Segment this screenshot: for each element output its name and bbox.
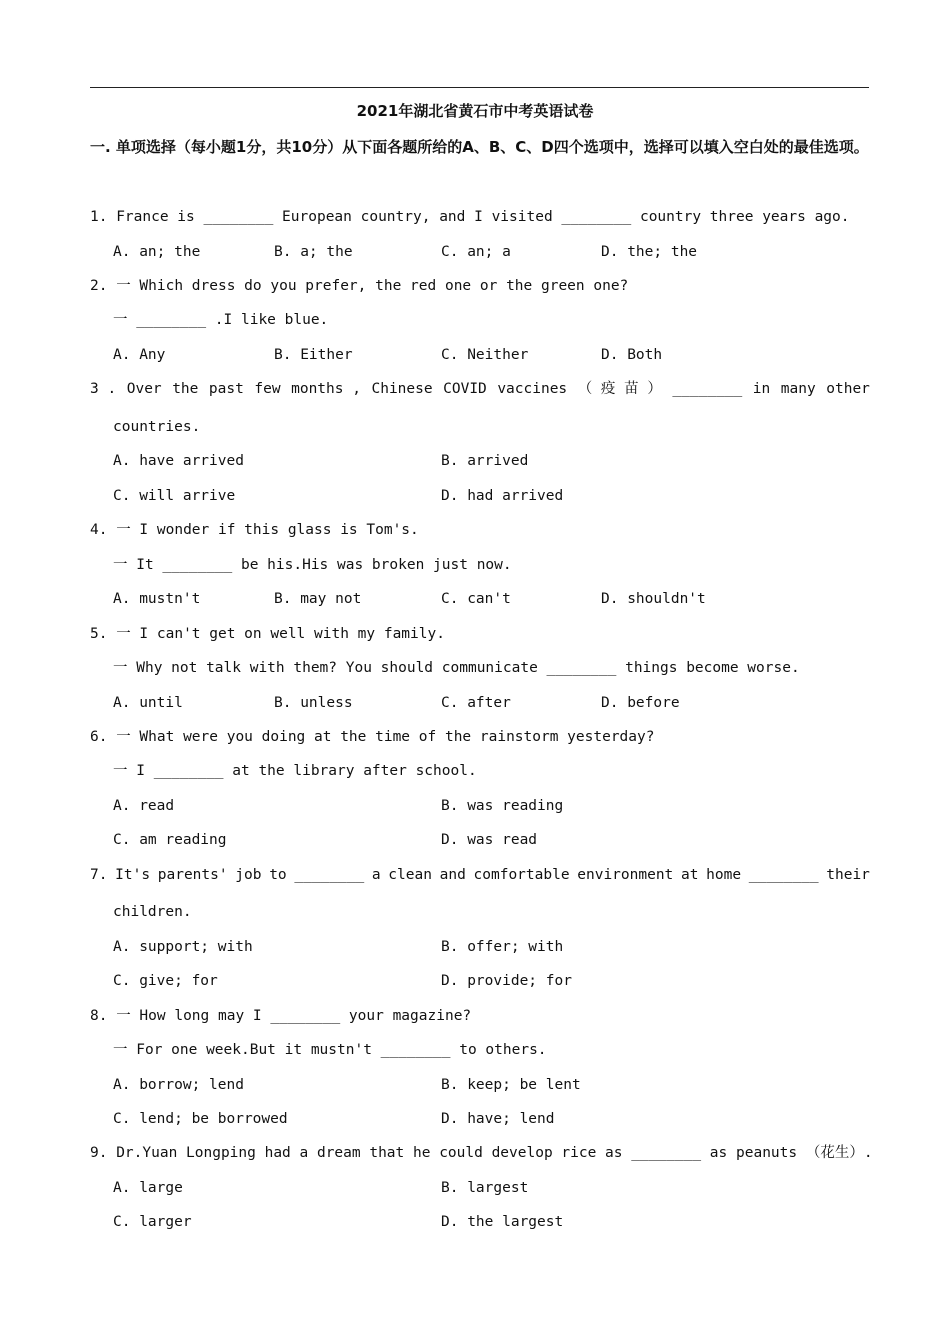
q7-word: and — [439, 867, 466, 883]
q7-option-b: B. offer; with — [441, 939, 564, 955]
q7-word: comfortable — [473, 867, 570, 883]
q3-word: few — [254, 381, 281, 397]
q4-option-c: C. can't — [441, 591, 511, 607]
q9-option-b: B. largest — [441, 1180, 529, 1196]
q2-option-a: A. Any — [113, 347, 166, 363]
q3-word: 3 . — [90, 381, 117, 397]
question-6-stem: 6. 一 What were you doing at the time of the rainstorm yesterday? — [90, 729, 655, 745]
question-5-reply: 一 Why not talk with them? You should communicate ________ things become worse. — [113, 660, 800, 676]
q7-word: their — [826, 867, 870, 883]
q7-word: It's — [115, 867, 151, 883]
question-4-stem: 4. 一 I wonder if this glass is Tom's. — [90, 522, 419, 538]
q6-option-a: A. read — [113, 798, 175, 814]
q9-option-c: C. larger — [113, 1214, 192, 1230]
q7-option-a: A. support; with — [113, 939, 253, 955]
q3-word: COVID — [443, 381, 487, 397]
q3-word: in — [752, 381, 771, 397]
q7-word: job — [235, 867, 262, 883]
q3-word: vaccines — [497, 381, 568, 397]
q2-option-b: B. Either — [274, 347, 353, 363]
q7-word: a — [371, 867, 381, 883]
question-7-stem — [90, 865, 870, 885]
q3-word: many — [780, 381, 816, 397]
header-rule — [90, 87, 869, 88]
q3-word: the — [172, 381, 199, 397]
q5-option-c: C. after — [441, 695, 511, 711]
question-7-stem-continued: children. — [113, 904, 192, 920]
q3-word: Chinese — [371, 381, 433, 397]
q8-option-d: D. have; lend — [441, 1111, 555, 1127]
q7-blank: ________ — [748, 867, 819, 883]
q3-word: months , — [291, 381, 361, 397]
q3-word: Over — [126, 381, 162, 397]
q3-option-b: B. arrived — [441, 453, 529, 469]
question-3-stem-continued: countries. — [113, 419, 201, 435]
q3-option-d: D. had arrived — [441, 488, 564, 504]
q1-option-a: A. an; the — [113, 244, 201, 260]
q6-option-d: D. was read — [441, 832, 538, 848]
q3-word: other — [826, 381, 870, 397]
question-6-reply: 一 I ________ at the library after school. — [113, 763, 477, 779]
q1-option-d: D. the; the — [601, 244, 698, 260]
q3-option-a: A. have arrived — [113, 453, 244, 469]
question-8-stem: 8. 一 How long may I ________ your magazine? — [90, 1008, 472, 1024]
q7-word: at — [680, 867, 699, 883]
q8-option-b: B. keep; be lent — [441, 1077, 581, 1093]
question-2-stem: 2. 一 Which dress do you prefer, the red one or the green one? — [90, 278, 629, 294]
question-9-stem: 9. Dr.Yuan Longping had a dream that he could develop rice as ________ as peanuts （花生）. — [90, 1145, 873, 1161]
q3-word: （ 疫 苗 ） — [577, 381, 662, 397]
q7-option-d: D. provide; for — [441, 973, 572, 989]
question-2-reply: 一 ________ .I like blue. — [113, 312, 329, 328]
q4-option-a: A. mustn't — [113, 591, 201, 607]
q9-option-d: D. the largest — [441, 1214, 564, 1230]
q7-option-c: C. give; for — [113, 973, 218, 989]
q3-word: past — [208, 381, 244, 397]
question-1-stem: 1. France is ________ European country, and I visited ________ country three years ago. — [90, 209, 850, 225]
question-4-reply: 一 It ________ be his.His was broken just now. — [113, 557, 512, 573]
q2-option-d: D. Both — [601, 347, 663, 363]
q6-option-c: C. am reading — [113, 832, 227, 848]
q1-option-c: C. an; a — [441, 244, 511, 260]
q3-option-c: C. will arrive — [113, 488, 236, 504]
q8-option-c: C. lend; be borrowed — [113, 1111, 288, 1127]
q4-option-d: D. shouldn't — [601, 591, 706, 607]
q7-word: environment — [577, 867, 674, 883]
q4-option-b: B. may not — [274, 591, 362, 607]
q5-option-a: A. until — [113, 695, 183, 711]
question-8-reply: 一 For one week.But it mustn't ________ to others. — [113, 1042, 547, 1058]
q5-option-d: D. before — [601, 695, 680, 711]
question-5-stem: 5. 一 I can't get on well with my family. — [90, 626, 445, 642]
q7-word: to — [269, 867, 287, 883]
q7-word: parents' — [157, 867, 228, 883]
q7-word: 7. — [90, 867, 108, 883]
q3-blank: ________ — [672, 381, 743, 397]
q9-option-a: A. large — [113, 1180, 183, 1196]
page-title: 2021年湖北省黄石市中考英语试卷 — [356, 102, 594, 120]
q7-word: clean — [388, 867, 432, 883]
q6-option-b: B. was reading — [441, 798, 564, 814]
section-instructions: 一. 单项选择（每小题1分，共10分）从下面各题所给的A、B、C、D四个选项中，选择可以填入空白处的最佳选项。 — [90, 138, 869, 156]
q8-option-a: A. borrow; lend — [113, 1077, 244, 1093]
question-3-stem — [90, 379, 870, 399]
q7-blank: ________ — [294, 867, 365, 883]
q2-option-c: C. Neither — [441, 347, 529, 363]
q1-option-b: B. a; the — [274, 244, 353, 260]
q5-option-b: B. unless — [274, 695, 353, 711]
q7-word: home — [706, 867, 742, 883]
